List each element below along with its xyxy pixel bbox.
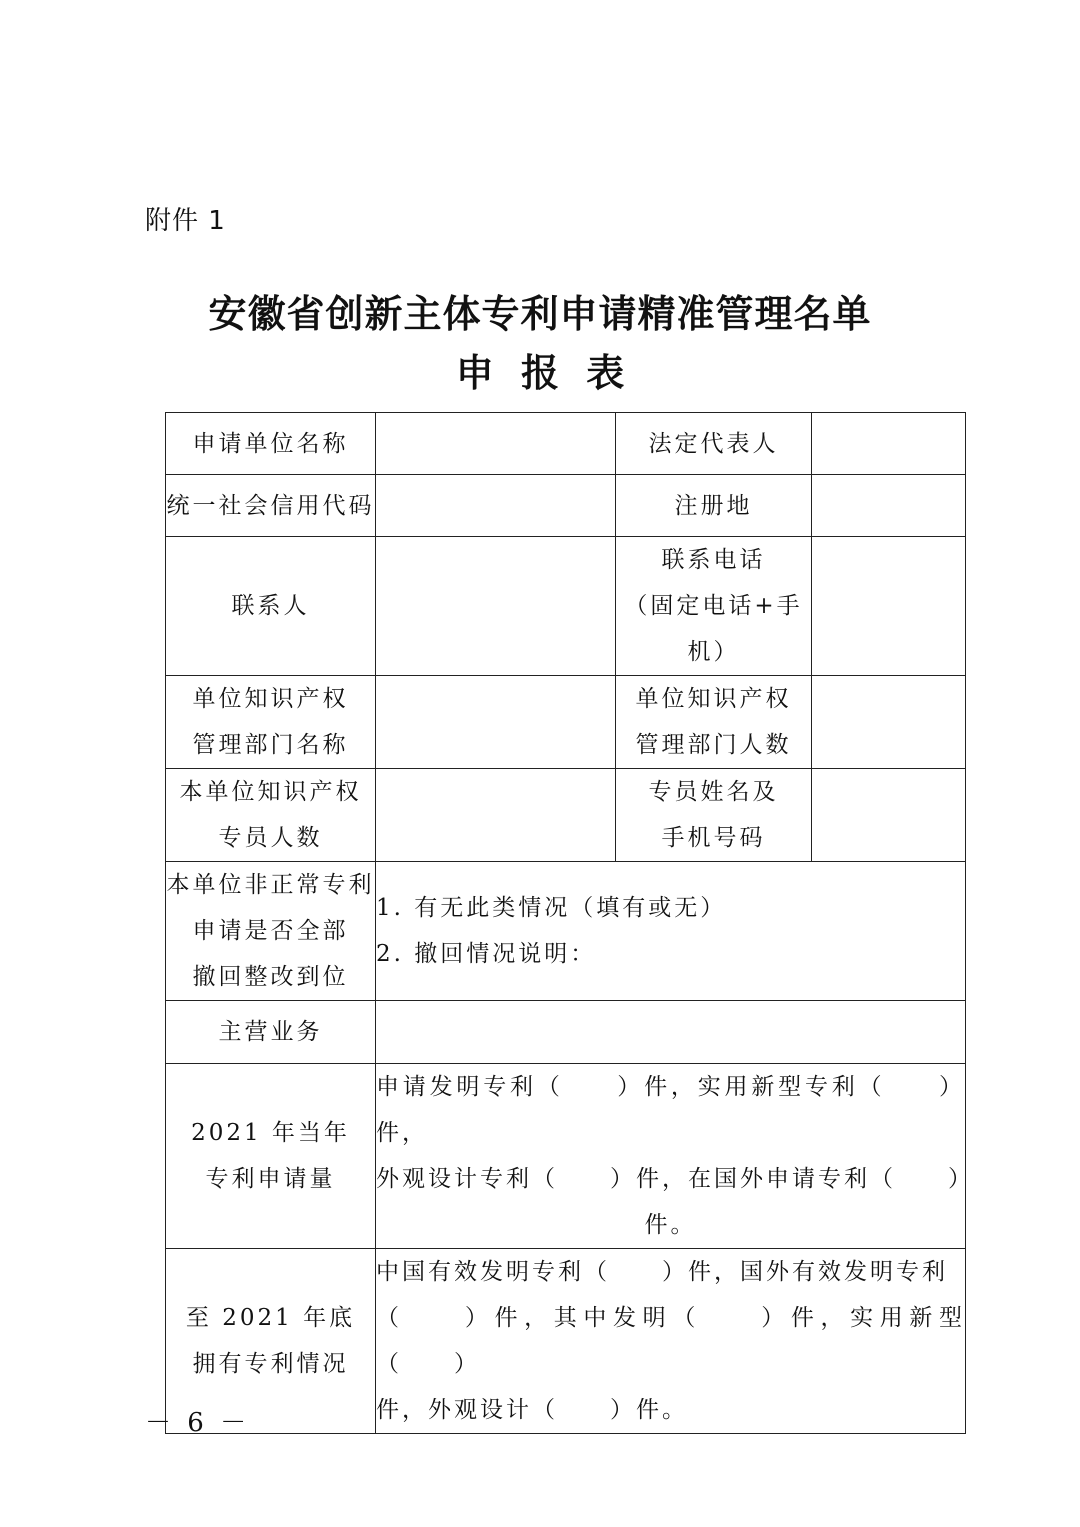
field-specialist-name-phone[interactable] <box>812 769 966 862</box>
document-title: 安徽省创新主体专利申请精准管理名单 <box>208 292 872 336</box>
label-abnormal-patents-line2: 申请是否全部 <box>192 918 349 944</box>
label-main-business: 主营业务 <box>166 1001 376 1064</box>
field-abnormal-patents[interactable] <box>376 862 966 1001</box>
abnormal-patents-item-1: 1. 有无此类情况（填有或无） <box>376 895 727 921</box>
field-ip-department-name[interactable] <box>376 676 616 769</box>
label-contact-phone-line1: 联系电话 <box>661 547 766 573</box>
page-number: － 6 － <box>145 1408 251 1438</box>
field-ip-department-staff[interactable] <box>812 676 966 769</box>
label-abnormal-patents <box>166 862 376 1001</box>
form-row-2021-applications <box>166 1064 966 1249</box>
label-contact-phone-line2: （固定电话+手机） <box>624 593 803 665</box>
field-ip-specialist-count[interactable] <box>376 769 616 862</box>
label-registered-place: 注册地 <box>616 475 812 537</box>
label-applicant-name: 申请单位名称 <box>166 413 376 475</box>
field-contact-phone[interactable] <box>812 537 966 676</box>
label-credit-code: 统一社会信用代码 <box>166 475 376 537</box>
abnormal-patents-item-2: 2. 撤回情况说明： <box>376 941 597 967</box>
label-abnormal-patents-line3: 撤回整改到位 <box>192 964 349 990</box>
field-2021-applications[interactable] <box>376 1064 974 1249</box>
label-2021-applications-line2: 专利申请量 <box>205 1166 336 1192</box>
label-abnormal-patents-line1: 本单位非正常专利 <box>166 872 375 898</box>
label-ip-department-name-line2: 管理部门名称 <box>192 732 349 758</box>
label-2021-applications-line1: 2021 年当年 <box>191 1120 350 1146</box>
field-patent-holdings[interactable] <box>376 1249 966 1434</box>
label-2021-applications <box>166 1064 376 1249</box>
label-ip-specialist-count <box>166 769 376 862</box>
label-ip-department-staff-line2: 管理部门人数 <box>635 732 792 758</box>
form-row-abnormal-patents <box>166 862 966 1001</box>
form-row-main-business <box>166 1001 966 1064</box>
applications-text-line2: 外观设计专利（ ）件，在国外申请专利（ ） <box>376 1166 974 1192</box>
label-contact-phone <box>616 537 812 676</box>
form-row-contact <box>166 537 966 676</box>
holdings-text-line3: 件，外观设计（ ）件。 <box>376 1397 688 1423</box>
field-registered-place[interactable] <box>812 475 966 537</box>
label-patent-holdings-line1: 至 2021 年底 <box>185 1305 356 1331</box>
label-specialist-name-phone-line1: 专员姓名及 <box>648 779 779 805</box>
label-ip-department-name-line1: 单位知识产权 <box>192 686 349 712</box>
label-specialist-name-phone-line2: 手机号码 <box>661 825 766 851</box>
label-ip-specialist-count-line2: 专员人数 <box>218 825 323 851</box>
field-contact-person[interactable] <box>376 537 616 676</box>
holdings-text-line2: （ ）件，其中发明（ ）件，实用新型（ ） <box>376 1305 965 1377</box>
document-subtitle: 申 报 表 <box>455 351 625 395</box>
field-legal-representative[interactable] <box>812 413 966 475</box>
label-ip-department-name <box>166 676 376 769</box>
applications-text-line1: 申请发明专利（ ）件，实用新型专利（ ）件， <box>376 1074 965 1146</box>
label-contact-person: 联系人 <box>166 537 376 676</box>
label-ip-department-staff <box>616 676 812 769</box>
attachment-label: 附件 1 <box>145 206 226 236</box>
application-form-table <box>165 412 974 1434</box>
label-patent-holdings-line2: 拥有专利情况 <box>192 1351 349 1377</box>
label-ip-department-staff-line1: 单位知识产权 <box>635 686 792 712</box>
label-specialist-name-phone <box>616 769 812 862</box>
holdings-text-line1: 中国有效发明专利（ ）件，国外有效发明专利 <box>376 1259 948 1285</box>
label-ip-specialist-count-line1: 本单位知识产权 <box>179 779 362 805</box>
form-row-ip-specialist <box>166 769 966 862</box>
form-row-applicant <box>166 413 966 475</box>
form-row-credit-code <box>166 475 966 537</box>
form-row-ip-department <box>166 676 966 769</box>
field-main-business[interactable] <box>376 1001 966 1064</box>
field-applicant-name[interactable] <box>376 413 616 475</box>
form-row-patent-holdings <box>166 1249 966 1434</box>
label-legal-representative: 法定代表人 <box>616 413 812 475</box>
field-credit-code[interactable] <box>376 475 616 537</box>
applications-text-line3: 件。 <box>644 1212 697 1238</box>
